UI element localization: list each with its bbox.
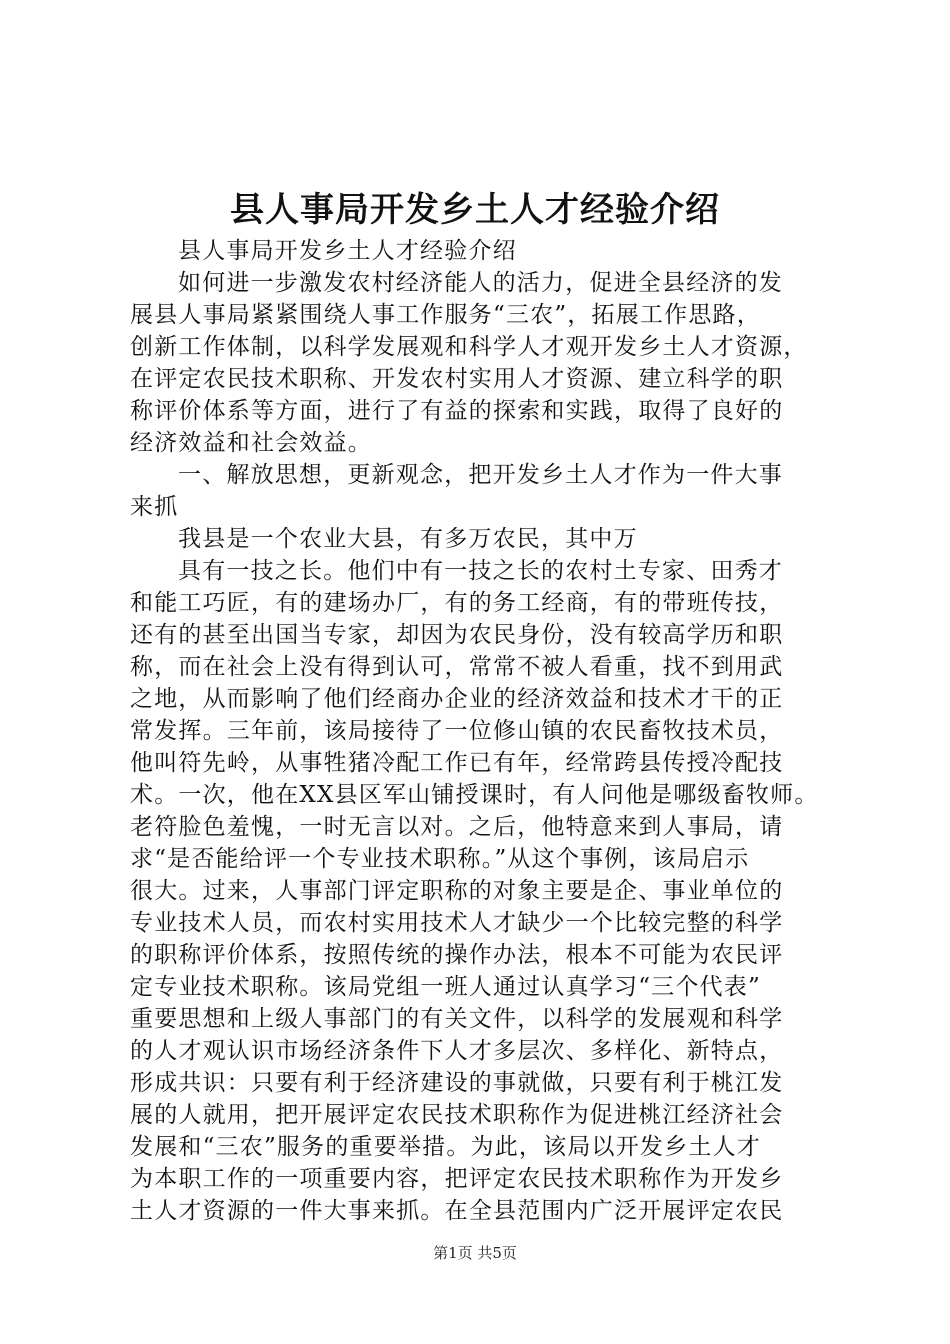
text-line: 定专业技术职称。该局党组一班人通过认真学习“三个代表” — [130, 974, 761, 1000]
text-line: 的职称评价体系，按照传统的操作办法，根本不可能为农民评 — [130, 942, 784, 968]
text-line: 展县人事局紧紧围绕人事工作服务“三农”，拓展工作思路， — [130, 302, 761, 328]
page-title: 县人事局开发乡土人才经验介绍 — [230, 190, 720, 230]
text-line: 在评定农民技术职称、开发农村实用人才资源、建立科学的职 — [130, 366, 784, 392]
text-line: 县人事局开发乡土人才经验介绍 — [178, 238, 517, 264]
text-line: 重要思想和上级人事部门的有关文件，以科学的发展观和科学 — [130, 1006, 784, 1032]
text-line: 专业技术人员，而农村实用技术人才缺少一个比较完整的科学 — [130, 910, 784, 936]
text-line: 老符脸色羞愧，一时无言以对。之后，他特意来到人事局，请 — [130, 814, 784, 840]
text-line: 一、解放思想，更新观念，把开发乡土人才作为一件大事 — [178, 462, 783, 488]
text-line: 土人才资源的一件大事来抓。在全县范围内广泛开展评定农民 — [130, 1198, 784, 1224]
text-line: 具有一技之长。他们中有一技之长的农村土专家、田秀才 — [178, 558, 783, 584]
document-body — [130, 235, 830, 1227]
text-line: 经济效益和社会效益。 — [130, 430, 372, 456]
text-line: 为本职工作的一项重要内容，把评定农民技术职称作为开发乡 — [130, 1166, 784, 1192]
text-line: 我县是一个农业大县，有多万农民，其中万 — [178, 526, 638, 552]
text-line: 术。一次，他在XX县区军山铺授课时，有人问他是哪级畜牧师。 — [130, 782, 819, 808]
text-line: 发展和“三农”服务的重要举措。为此，该局以开发乡土人才 — [130, 1134, 761, 1160]
text-line: 之地，从而影响了他们经商办企业的经济效益和技术才干的正 — [130, 686, 784, 712]
text-line: 还有的甚至出国当专家，却因为农民身份，没有较高学历和职 — [130, 622, 784, 648]
page-footer: 第1页 共5页 — [433, 1244, 517, 1262]
text-line: 称，而在社会上没有得到认可，常常不被人看重，找不到用武 — [130, 654, 784, 680]
text-line: 求“是否能给评一个专业技术职称。”从这个事例，该局启示 — [130, 846, 750, 872]
text-line: 很大。过来，人事部门评定职称的对象主要是企、事业单位的 — [130, 878, 784, 904]
text-line: 称评价体系等方面，进行了有益的探索和实践，取得了良好的 — [130, 398, 784, 424]
text-line: 他叫符先岭，从事牲猪冷配工作已有年，经常跨县传授冷配技 — [130, 750, 784, 776]
text-line: 形成共识：只要有利于经济建设的事就做，只要有利于桃江发 — [130, 1070, 784, 1096]
text-line: 展的人就用，把开展评定农民技术职称作为促进桃江经济社会 — [130, 1102, 784, 1128]
text-line: 创新工作体制，以科学发展观和科学人才观开发乡土人才资源， — [130, 334, 808, 360]
text-line: 常发挥。三年前，该局接待了一位修山镇的农民畜牧技术员， — [130, 718, 784, 744]
text-line: 的人才观认识市场经济条件下人才多层次、多样化、新特点， — [130, 1038, 784, 1064]
text-line: 和能工巧匠，有的建场办厂，有的务工经商，有的带班传技， — [130, 590, 784, 616]
text-line: 来抓 — [130, 494, 179, 520]
text-line: 如何进一步激发农村经济能人的活力，促进全县经济的发 — [178, 270, 783, 296]
